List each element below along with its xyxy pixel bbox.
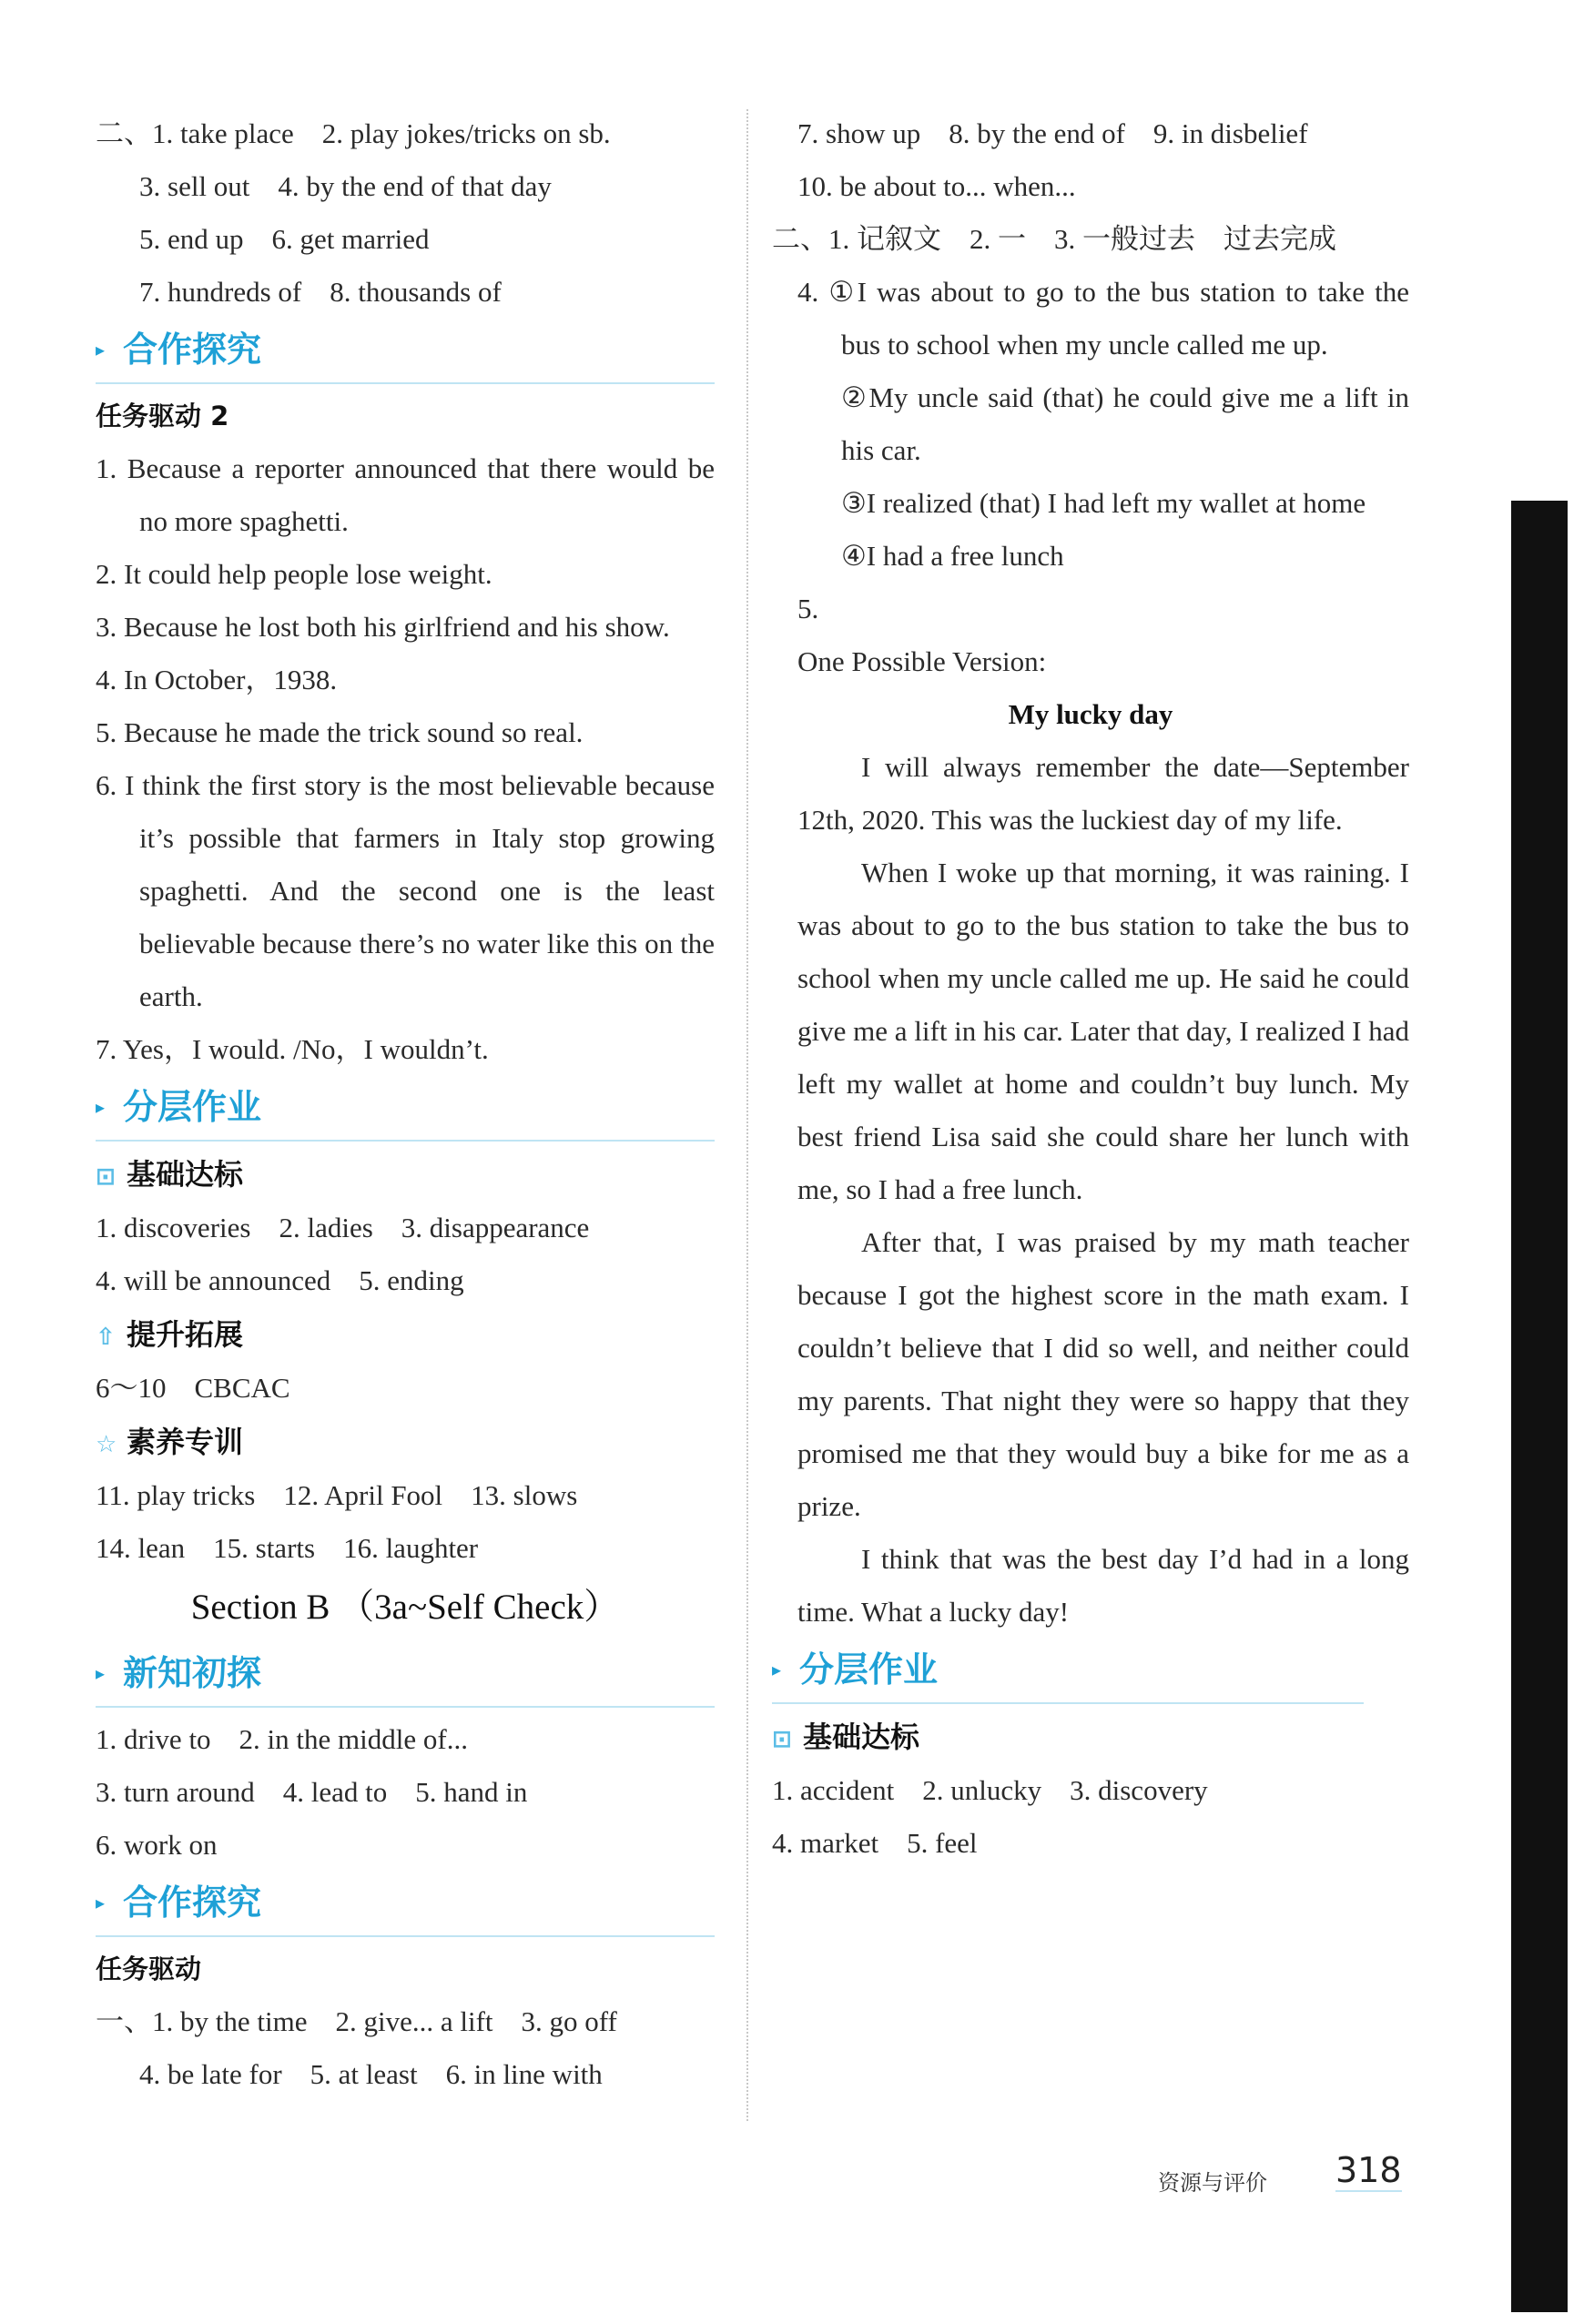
- subsection-heading: [96, 1147, 715, 1202]
- section-heading-text: 分层作业: [123, 1087, 262, 1127]
- subsection-heading-text: 基础达标: [127, 1157, 244, 1192]
- essay-paragraph: After that, I was praised by my math teacher because I got the highest score in the math exam. I couldn’t believe that I did so well, and neither could my parents. That night they were so happy that they promised me that they would buy a bike for me as a prize.: [797, 1226, 1409, 1522]
- answer-line: 一、1. by the time 2. give... a lift 3. go off: [96, 2005, 617, 2037]
- essay-title: My lucky day: [1008, 698, 1173, 730]
- column-divider: [746, 109, 748, 2121]
- answer-item: ②My uncle said (that) he could give me a lift in his car.: [841, 381, 1409, 466]
- answer-line: 4. be late for 5. at least 6. in line with: [139, 2058, 603, 2090]
- answer-line: 1. drive to 2. in the middle of...: [96, 1723, 468, 1755]
- version-label: One Possible Version:: [797, 645, 1047, 677]
- answer-line: 10. be about to... when...: [797, 170, 1076, 202]
- answer-line: 4. market 5. feel: [772, 1827, 978, 1859]
- answer-item: 4. ①I was about to go to the bus station to take the bus to school when my uncle called me up.: [797, 276, 1409, 360]
- answer-line: 14. lean 15. starts 16. laughter: [96, 1532, 479, 1564]
- section-marker-icon: ▸: [96, 1096, 106, 1118]
- answer-line: 5. end up 6. get married: [139, 223, 430, 255]
- task-heading: 任务驱动: [96, 1954, 202, 1984]
- answer-item: ④I had a free lunch: [841, 540, 1064, 572]
- answer-line: 7. show up 8. by the end of 9. in disbelief: [797, 117, 1308, 149]
- right-column: [772, 107, 1409, 1870]
- answer-item: 2. It could help people lose weight.: [96, 558, 492, 590]
- answer-line: 11. play tricks 12. April Fool 13. slows: [96, 1479, 578, 1511]
- answer-item: ③I realized (that) I had left my wallet at home: [841, 487, 1366, 519]
- section-heading-text: 合作探究: [123, 1883, 262, 1923]
- essay-paragraph: I will always remember the date—September 12th, 2020. This was the luckiest day of my life.: [797, 751, 1409, 836]
- answer-line: 6～10 CBCAC: [96, 1372, 290, 1404]
- answer-line: 3. sell out 4. by the end of that day: [139, 170, 552, 202]
- section-title: Section B （3a~Self Check）: [190, 1588, 620, 1627]
- section-heading: [96, 1080, 715, 1142]
- scan-edge-shadow: [1511, 501, 1568, 2312]
- left-column: [96, 107, 715, 2101]
- answer-line: 7. hundreds of 8. thousands of: [139, 276, 502, 308]
- answer-line: 二、1. 记叙文 2. 一 3. 一般过去 过去完成: [772, 223, 1336, 255]
- task-heading: 任务驱动 2: [96, 401, 229, 431]
- subsection-heading: [96, 1307, 715, 1362]
- section-heading: [96, 1646, 715, 1708]
- essay-paragraph: I think that was the best day I’d had in a long time. What a lucky day!: [797, 1543, 1409, 1628]
- answer-item: 3. Because he lost both his girlfriend and his show.: [96, 611, 670, 643]
- subsection-heading: [772, 1710, 1409, 1764]
- answer-item: 4. In October，1938.: [96, 664, 338, 695]
- answer-item: 6. I think the first story is the most believable because it’s possible that farmers in Italy stop growing spaghetti. And the second one is the least believable because there’s no water like this on the earth.: [96, 769, 715, 1012]
- answer-line: 1. discoveries 2. ladies 3. disappearance: [96, 1212, 590, 1243]
- section-heading: [96, 322, 715, 384]
- section-marker-icon: ▸: [96, 1662, 106, 1684]
- answer-line: 4. will be announced 5. ending: [96, 1264, 464, 1296]
- subsection-heading: [96, 1415, 715, 1469]
- subsection-heading-text: 提升拓展: [127, 1317, 244, 1352]
- section-heading-text: 新知初探: [123, 1653, 262, 1693]
- essay-paragraph: When I woke up that morning, it was raining. I was about to go to the bus station to take the bus to school when my uncle called me up. He said he could give me a lift in his car. Later that day, I realized I had left my wallet at home and couldn’t buy lunch. My best friend Lisa said she could share her lunch with me, so I had a free lunch.: [797, 857, 1409, 1205]
- answer-line: 1. accident 2. unlucky 3. discovery: [772, 1774, 1208, 1806]
- section-heading-text: 合作探究: [123, 330, 262, 370]
- lock-icon: ⊡: [772, 1726, 792, 1753]
- lock-icon: ⊡: [96, 1163, 116, 1191]
- section-marker-icon: ▸: [96, 339, 106, 360]
- section-marker-icon: ▸: [96, 1892, 106, 1913]
- footer-label: 资源与评价: [1158, 2170, 1267, 2196]
- section-heading-text: 分层作业: [799, 1649, 939, 1690]
- answer-item: 5. Because he made the trick sound so real.: [96, 716, 584, 748]
- section-marker-icon: ▸: [772, 1659, 782, 1680]
- arrow-up-icon: ⇧: [96, 1324, 116, 1351]
- section-heading: [96, 1875, 715, 1937]
- answer-item: 7. Yes，I would. /No，I wouldn’t.: [96, 1033, 489, 1065]
- subsection-heading-text: 基础达标: [803, 1720, 920, 1754]
- star-icon: ☆: [96, 1431, 117, 1458]
- subsection-heading-text: 素养专训: [127, 1425, 244, 1459]
- answer-line: 6. work on: [96, 1829, 218, 1861]
- answer-line: 3. turn around 4. lead to 5. hand in: [96, 1776, 528, 1808]
- page-number: 318: [1335, 2150, 1402, 2190]
- answer-line: 二、1. take place 2. play jokes/tricks on sb.: [96, 117, 611, 149]
- section-heading: [772, 1642, 1364, 1704]
- answer-line: 5.: [797, 593, 819, 624]
- answer-item: 1. Because a reporter announced that there would be no more spaghetti.: [96, 452, 715, 537]
